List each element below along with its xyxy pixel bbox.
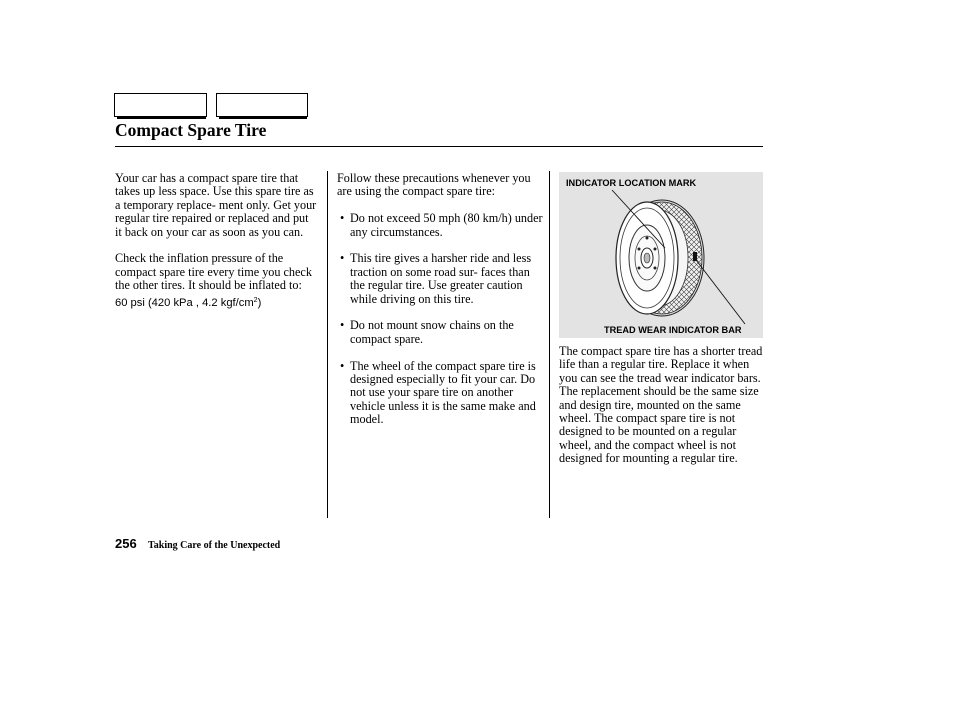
list-item: • Do not exceed 50 mph (80 km/h) under any circumstances. [337,212,543,239]
tread-wear-indicator-bar-label: TREAD WEAR INDICATOR BAR [604,325,742,335]
column-1 [115,172,317,310]
header-tab-box-2 [216,93,308,117]
column-divider-2 [549,171,550,518]
pressure-unit-superscript: 2 [253,296,258,304]
header-tab-box-1 [114,93,207,117]
inflation-pressure-spec [115,294,317,310]
precautions-list [337,212,543,426]
column-3 [559,345,765,466]
page-number: 256 [115,536,137,551]
inflation-paragraph: Check the inflation pressure of the compact spare tire every time you check the other tires. It should be inflated to: [115,251,312,293]
compact-spare-tire-icon [559,172,763,338]
column-divider-1 [327,171,328,518]
page-title: Compact Spare Tire [115,120,267,140]
intro-paragraph: Your car has a compact spare tire that takes up less space. Use this spare tire as a temporary replace- ment only. Get your regular tire repaired or replaced and put it back on your car as soon as you can. [115,171,317,239]
list-item: • Do not mount snow chains on the compact spare. [337,319,543,346]
pressure-close: ) [257,296,262,309]
list-item: • The wheel of the compact spare tire is designed especially to fit your car. Do not use your spare tire on another vehicle unless it is the same make and model. [337,360,543,427]
indicator-location-mark-label: INDICATOR LOCATION MARK [566,178,697,188]
pressure-value: 60 psi (420 kPa , 4.2 kgf/cm [115,296,254,309]
precautions-intro: Follow these precautions whenever you are using the compact spare tire: [337,171,531,199]
list-item: • This tire gives a harsher ride and less traction on some road sur- faces than the regular tire. Use greater caution while driving on this tire. [337,252,543,306]
tread-life-paragraph: The compact spare tire has a shorter tread life than a regular tire. Replace it when you can see the tread wear indicator bars. The replacement should be the same size and design tire, mounted on the same wheel. The compact spare tire is not designed to be mounted on a regular wheel, and the compact wheel is not designed for mounting a regular tire. [559,344,763,466]
column-2 [337,172,543,427]
tire-figure [559,172,763,338]
section-name: Taking Care of the Unexpected [148,540,281,551]
title-underline [115,146,763,147]
